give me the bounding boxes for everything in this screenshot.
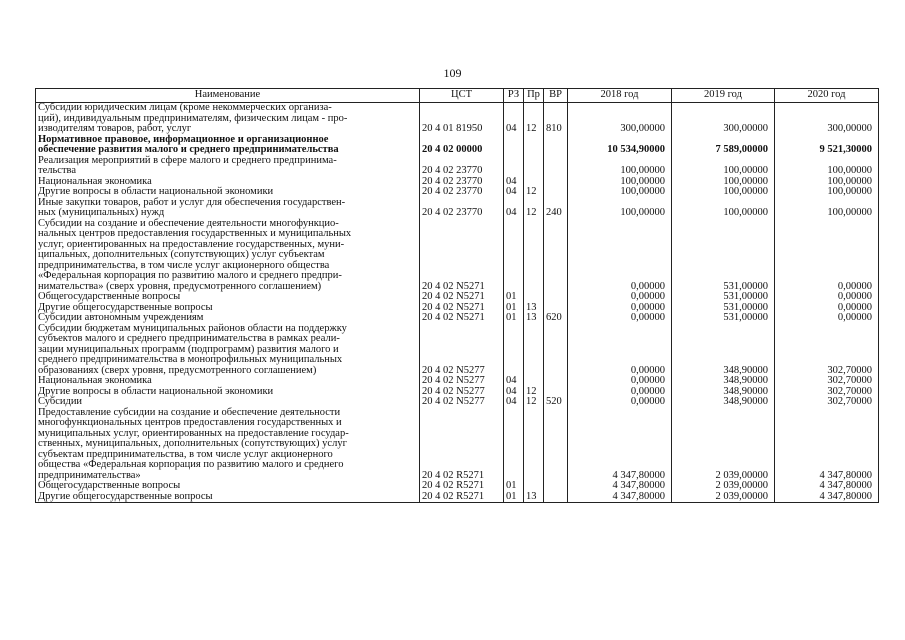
cell-y2020: 100,00000	[775, 198, 879, 219]
cell-y2018: 0,00000	[568, 397, 672, 408]
cell-y2018: 0,00000	[568, 313, 672, 324]
cell-name: Другие вопросы в области национальной экономики	[36, 387, 420, 398]
cell-y2018: 100,00000	[568, 187, 672, 198]
cell-rz: 01	[504, 481, 524, 492]
cell-y2019: 348,90000	[672, 387, 775, 398]
cell-pr	[524, 324, 544, 377]
cell-name: Общегосударственные вопросы	[36, 292, 420, 303]
cell-vr: 810	[544, 103, 568, 135]
cell-y2020: 0,00000	[775, 219, 879, 293]
cell-rz: 04	[504, 397, 524, 408]
cell-name: Национальная экономика	[36, 376, 420, 387]
cell-name: Субсидии бюджетам муниципальных районов области на поддержку субъектов малого и среднего предпринимательства в рамках реали- зации муниципальных программ (подпрограмм) развития малого и среднего предпринимательства в монопрофильных муниципальных образованиях (сверх уровня, предусмотренного соглашением)	[36, 324, 420, 377]
header-vr: ВР	[544, 89, 568, 103]
cell-pr	[524, 408, 544, 482]
cell-cst: 20 4 02 23770	[420, 187, 504, 198]
cell-y2018: 100,00000	[568, 156, 672, 177]
cell-y2018: 4 347,80000	[568, 481, 672, 492]
cell-cst: 20 4 02 N5271	[420, 219, 504, 293]
cell-name: Другие общегосударственные вопросы	[36, 492, 420, 503]
cell-cst: 20 4 02 23770	[420, 177, 504, 188]
cell-cst: 20 4 02 23770	[420, 156, 504, 177]
cell-vr	[544, 292, 568, 303]
cell-cst: 20 4 02 R5271	[420, 492, 504, 503]
cell-cst: 20 4 02 R5271	[420, 481, 504, 492]
cell-y2018: 10 534,90000	[568, 135, 672, 156]
cell-y2019: 7 589,00000	[672, 135, 775, 156]
cell-y2018: 0,00000	[568, 387, 672, 398]
cell-y2019: 531,00000	[672, 303, 775, 314]
cell-y2018: 0,00000	[568, 376, 672, 387]
table-row	[36, 481, 879, 492]
cell-pr	[524, 219, 544, 293]
cell-y2018: 0,00000	[568, 303, 672, 314]
cell-rz: 04	[504, 198, 524, 219]
cell-rz	[504, 408, 524, 482]
cell-y2020: 0,00000	[775, 303, 879, 314]
cell-cst: 20 4 02 23770	[420, 198, 504, 219]
cell-rz: 04	[504, 103, 524, 135]
cell-cst: 20 4 02 R5271	[420, 408, 504, 482]
cell-rz	[504, 324, 524, 377]
cell-cst: 20 4 02 N5271	[420, 313, 504, 324]
cell-y2018: 100,00000	[568, 177, 672, 188]
cell-rz	[504, 135, 524, 156]
cell-cst: 20 4 02 N5277	[420, 324, 504, 377]
header-cst: ЦСТ	[420, 89, 504, 103]
cell-rz: 04	[504, 177, 524, 188]
cell-pr: 12	[524, 103, 544, 135]
cell-y2019: 100,00000	[672, 198, 775, 219]
table-row	[36, 376, 879, 387]
cell-vr	[544, 376, 568, 387]
cell-rz: 01	[504, 292, 524, 303]
cell-vr	[544, 492, 568, 503]
cell-y2020: 302,70000	[775, 387, 879, 398]
cell-vr	[544, 481, 568, 492]
table-header	[36, 89, 879, 103]
cell-rz: 04	[504, 387, 524, 398]
cell-pr: 13	[524, 492, 544, 503]
cell-y2018: 4 347,80000	[568, 492, 672, 503]
cell-y2018: 0,00000	[568, 292, 672, 303]
cell-vr	[544, 177, 568, 188]
cell-y2019: 2 039,00000	[672, 408, 775, 482]
cell-y2019: 2 039,00000	[672, 492, 775, 503]
page-number: 109	[443, 66, 462, 80]
table-row	[36, 397, 879, 408]
header-2020: 2020 год	[775, 89, 879, 103]
cell-rz: 04	[504, 376, 524, 387]
cell-cst: 20 4 02 N5277	[420, 397, 504, 408]
cell-rz: 04	[504, 187, 524, 198]
cell-pr: 12	[524, 397, 544, 408]
cell-y2020: 100,00000	[775, 177, 879, 188]
cell-name: Нормативное правовое, информационное и организационное обеспечение развития малого и среднего предпринимательства	[36, 135, 420, 156]
cell-vr: 620	[544, 313, 568, 324]
cell-y2018: 0,00000	[568, 219, 672, 293]
cell-rz	[504, 219, 524, 293]
cell-y2019: 100,00000	[672, 187, 775, 198]
table-row	[36, 103, 879, 135]
cell-y2019: 531,00000	[672, 292, 775, 303]
cell-y2020: 302,70000	[775, 397, 879, 408]
cell-vr: 240	[544, 198, 568, 219]
table-row	[36, 135, 879, 156]
cell-name: Субсидии на создание и обеспечение деятельности многофункцио- нальных центров предоставления государственных и муниципальных услуг, ориентированных на предоставление государственных, муни- ципальных, дополнительных (сопутствующих) услуг субъектам предпринимательства, в том числе услуг акционерного общества «Федеральная корпорация по развитию малого и среднего предпри- нимательства» (сверх уровня, предусмотренного соглашением)	[36, 219, 420, 293]
cell-y2019: 348,90000	[672, 397, 775, 408]
header-name: Наименование	[36, 89, 420, 103]
table-row	[36, 198, 879, 219]
cell-cst: 20 4 02 N5271	[420, 292, 504, 303]
cell-y2018: 4 347,80000	[568, 408, 672, 482]
cell-name: Общегосударственные вопросы	[36, 481, 420, 492]
cell-name: Другие вопросы в области национальной экономики	[36, 187, 420, 198]
cell-cst: 20 4 01 81950	[420, 103, 504, 135]
cell-vr: 520	[544, 397, 568, 408]
cell-vr	[544, 187, 568, 198]
header-rz: РЗ	[504, 89, 524, 103]
cell-vr	[544, 408, 568, 482]
cell-y2020: 302,70000	[775, 324, 879, 377]
cell-y2020: 300,00000	[775, 103, 879, 135]
cell-y2018: 300,00000	[568, 103, 672, 135]
cell-pr: 13	[524, 313, 544, 324]
cell-y2019: 100,00000	[672, 177, 775, 188]
cell-y2019: 2 039,00000	[672, 481, 775, 492]
table-row	[36, 292, 879, 303]
cell-pr	[524, 156, 544, 177]
cell-y2020: 302,70000	[775, 376, 879, 387]
cell-y2018: 0,00000	[568, 324, 672, 377]
cell-y2019: 531,00000	[672, 219, 775, 293]
cell-pr	[524, 292, 544, 303]
cell-name: Национальная экономика	[36, 177, 420, 188]
cell-y2020: 4 347,80000	[775, 408, 879, 482]
cell-y2020: 0,00000	[775, 292, 879, 303]
cell-y2018: 100,00000	[568, 198, 672, 219]
cell-y2020: 4 347,80000	[775, 492, 879, 503]
cell-y2019: 348,90000	[672, 376, 775, 387]
cell-y2020: 9 521,30000	[775, 135, 879, 156]
budget-table	[35, 88, 879, 503]
cell-pr	[524, 376, 544, 387]
cell-cst: 20 4 02 N5277	[420, 376, 504, 387]
cell-name: Субсидии	[36, 397, 420, 408]
header-2019: 2019 год	[672, 89, 775, 103]
cell-pr: 12	[524, 387, 544, 398]
cell-name: Иные закупки товаров, работ и услуг для обеспечения государствен- ных (муниципальных) нужд	[36, 198, 420, 219]
cell-pr: 12	[524, 198, 544, 219]
cell-vr	[544, 324, 568, 377]
cell-cst: 20 4 02 N5271	[420, 303, 504, 314]
cell-pr: 12	[524, 187, 544, 198]
cell-rz: 01	[504, 492, 524, 503]
cell-vr	[544, 156, 568, 177]
cell-y2019: 100,00000	[672, 156, 775, 177]
cell-rz: 01	[504, 303, 524, 314]
table-body	[36, 103, 879, 503]
table-row	[36, 219, 879, 293]
table-row	[36, 492, 879, 503]
cell-cst: 20 4 02 00000	[420, 135, 504, 156]
cell-pr	[524, 481, 544, 492]
table-row	[36, 156, 879, 177]
cell-name: Реализация мероприятий в сфере малого и среднего предпринима- тельства	[36, 156, 420, 177]
table-row	[36, 187, 879, 198]
cell-rz	[504, 156, 524, 177]
cell-name: Субсидии юридическим лицам (кроме некоммерческих организа- ций), индивидуальным предпринимателям, физическим лицам - про- изводителям товаров, работ, услуг	[36, 103, 420, 135]
cell-name: Предоставление субсидии на создание и обеспечение деятельности многофункциональных центров предоставления государственных и муниципальных услуг, ориентированных на предоставление государ- ственных, муниципальных, дополнительных (сопутствующих) услуг субъектам предпринимательства, в том числе услуг акционерного общества «Федеральная корпорация по развитию малого и среднего предпринимательства»	[36, 408, 420, 482]
cell-vr	[544, 135, 568, 156]
cell-name: Субсидии автономным учреждениям	[36, 313, 420, 324]
cell-y2019: 531,00000	[672, 313, 775, 324]
cell-vr	[544, 219, 568, 293]
table-row	[36, 324, 879, 377]
header-2018: 2018 год	[568, 89, 672, 103]
table-row	[36, 313, 879, 324]
cell-y2019: 348,90000	[672, 324, 775, 377]
table-row	[36, 408, 879, 482]
cell-y2020: 4 347,80000	[775, 481, 879, 492]
cell-pr	[524, 135, 544, 156]
cell-y2019: 300,00000	[672, 103, 775, 135]
cell-y2020: 100,00000	[775, 187, 879, 198]
cell-cst: 20 4 02 N5277	[420, 387, 504, 398]
header-pr: Пр	[524, 89, 544, 103]
cell-name: Другие общегосударственные вопросы	[36, 303, 420, 314]
cell-rz: 01	[504, 313, 524, 324]
cell-y2020: 0,00000	[775, 313, 879, 324]
cell-pr: 13	[524, 303, 544, 314]
cell-y2020: 100,00000	[775, 156, 879, 177]
